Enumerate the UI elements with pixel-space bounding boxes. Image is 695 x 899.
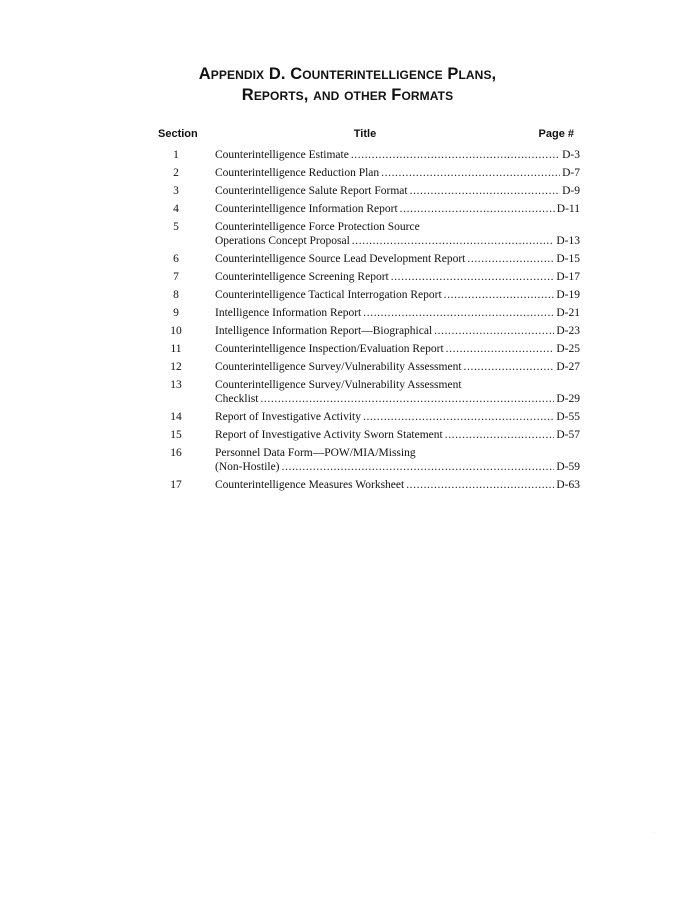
entry-title: Counterintelligence Screening Report	[215, 271, 389, 283]
section-number: 1	[173, 149, 179, 161]
toc-entry	[150, 202, 580, 216]
page-number: D-17	[556, 271, 580, 283]
dot-leader	[464, 360, 555, 374]
section-number: 8	[173, 289, 179, 301]
page-number: D-25	[556, 343, 580, 355]
entry-leader-line	[215, 428, 580, 442]
entry-title: Counterintelligence Inspection/Evaluation Report	[215, 343, 444, 355]
page-number: D-57	[556, 429, 580, 441]
entry-title: Counterintelligence Tactical Interrogation Report	[215, 289, 442, 301]
entry-text	[215, 428, 580, 442]
entry-text	[215, 202, 580, 216]
dot-leader	[406, 478, 554, 492]
entry-text	[215, 184, 580, 198]
section-number: 9	[173, 307, 179, 319]
dot-leader	[400, 202, 555, 216]
dot-leader	[445, 428, 555, 442]
entry-text	[215, 378, 580, 406]
page-number: D-13	[556, 235, 580, 247]
entry-title: Checklist	[215, 393, 259, 405]
column-headers	[150, 128, 580, 144]
entry-title: Report of Investigative Activity	[215, 411, 361, 423]
section-number: 4	[173, 203, 179, 215]
entry-text	[215, 324, 580, 338]
toc-entry	[150, 378, 580, 406]
entry-text	[215, 360, 580, 374]
entry-leader-line	[215, 202, 580, 216]
toc-entry	[150, 410, 580, 424]
section-number: 2	[173, 167, 179, 179]
page-number: D-55	[556, 411, 580, 423]
entry-title: Intelligence Information Report	[215, 307, 362, 319]
entry-title-line: Counterintelligence Force Protection Source	[215, 221, 420, 233]
toc-entry	[150, 360, 580, 374]
entry-title: Operations Concept Proposal	[215, 235, 350, 247]
dot-leader	[446, 342, 555, 356]
entry-text	[215, 252, 580, 266]
entry-title-line: Counterintelligence Survey/Vulnerability Assessment	[215, 379, 462, 391]
section-number: 14	[170, 411, 182, 423]
page-number: D-3	[562, 149, 580, 161]
entry-text	[215, 220, 580, 248]
entry-title: Counterintelligence Reduction Plan	[215, 167, 380, 179]
toc-entry	[150, 324, 580, 338]
entry-text	[215, 446, 580, 474]
page-title	[0, 64, 695, 106]
dot-leader	[467, 252, 554, 266]
toc-entry	[150, 220, 580, 248]
entry-leader-line	[215, 184, 580, 198]
dot-leader	[363, 410, 554, 424]
toc-entry	[150, 288, 580, 302]
toc-entry	[150, 148, 580, 162]
entry-leader-line	[215, 270, 580, 284]
page-number: D-29	[556, 393, 580, 405]
entry-title: Counterintelligence Information Report	[215, 203, 398, 215]
toc-entry	[150, 478, 580, 492]
toc-entry	[150, 166, 580, 180]
entry-leader-line	[215, 460, 580, 474]
toc-entry	[150, 342, 580, 356]
entry-title: (Non-Hostile)	[215, 461, 280, 473]
section-number: 13	[170, 379, 182, 391]
entry-text	[215, 288, 580, 302]
entry-title: Counterintelligence Salute Report Format	[215, 185, 408, 197]
entry-title-line: Personnel Data Form—POW/MIA/Missing	[215, 447, 416, 459]
entry-leader-line	[215, 148, 580, 162]
toc-entry	[150, 428, 580, 442]
entry-leader-line	[215, 478, 580, 492]
entry-leader-line	[215, 342, 580, 356]
title-column-header: Title	[353, 128, 377, 140]
dot-leader	[434, 324, 554, 338]
page-number: D-11	[556, 203, 580, 215]
dot-leader	[260, 392, 554, 406]
section-number: 6	[173, 253, 179, 265]
page-column-header: Page #	[538, 128, 574, 140]
entry-title: Counterintelligence Survey/Vulnerability Assessment	[215, 361, 462, 373]
dot-leader	[444, 288, 555, 302]
entry-leader-line	[215, 234, 580, 248]
dot-leader	[391, 270, 555, 284]
section-number: 11	[170, 343, 182, 355]
toc-entry	[150, 306, 580, 320]
entry-text	[215, 270, 580, 284]
section-column-header: Section	[158, 128, 198, 140]
entry-leader-line	[215, 324, 580, 338]
title-line-1: Appendix D. Counterintelligence Plans,	[198, 65, 497, 83]
page-number: D-63	[556, 479, 580, 491]
entry-text	[215, 166, 580, 180]
title-line-2: Reports, and other Formats	[241, 86, 454, 104]
page-number: D-59	[556, 461, 580, 473]
dot-leader	[410, 184, 561, 198]
section-number: 10	[170, 325, 182, 337]
table-of-contents	[150, 148, 580, 496]
dot-leader	[351, 148, 560, 162]
entry-text	[215, 410, 580, 424]
page-number: D-15	[556, 253, 580, 265]
entry-title: Counterintelligence Estimate	[215, 149, 349, 161]
dot-leader	[282, 460, 555, 474]
scan-mark: ·	[653, 830, 655, 836]
entry-title: Counterintelligence Source Lead Development Report	[215, 253, 466, 265]
dot-leader	[363, 306, 554, 320]
entry-leader-line	[215, 166, 580, 180]
page-number: D-23	[556, 325, 580, 337]
section-number: 3	[173, 185, 179, 197]
toc-entry	[150, 252, 580, 266]
toc-entry	[150, 446, 580, 474]
page-number: D-7	[562, 167, 580, 179]
entry-title: Counterintelligence Measures Worksheet	[215, 479, 405, 491]
entry-text	[215, 306, 580, 320]
section-number: 17	[170, 479, 182, 491]
entry-title: Report of Investigative Activity Sworn Statement	[215, 429, 443, 441]
entry-leader-line	[215, 288, 580, 302]
entry-leader-line	[215, 252, 580, 266]
page-number: D-19	[556, 289, 580, 301]
section-number: 12	[170, 361, 182, 373]
dot-leader	[352, 234, 555, 248]
section-number: 5	[173, 221, 179, 233]
page-number: D-27	[556, 361, 580, 373]
entry-text	[215, 478, 580, 492]
entry-text	[215, 148, 580, 162]
dot-leader	[381, 166, 560, 180]
entry-leader-line	[215, 410, 580, 424]
section-number: 16	[170, 447, 182, 459]
entry-title: Intelligence Information Report—Biographical	[215, 325, 433, 337]
entry-text	[215, 342, 580, 356]
entry-leader-line	[215, 306, 580, 320]
toc-entry	[150, 270, 580, 284]
entry-leader-line	[215, 392, 580, 406]
entry-leader-line	[215, 360, 580, 374]
toc-entry	[150, 184, 580, 198]
page-number: D-9	[562, 185, 580, 197]
section-number: 15	[170, 429, 182, 441]
section-number: 7	[173, 271, 179, 283]
page-number: D-21	[556, 307, 580, 319]
